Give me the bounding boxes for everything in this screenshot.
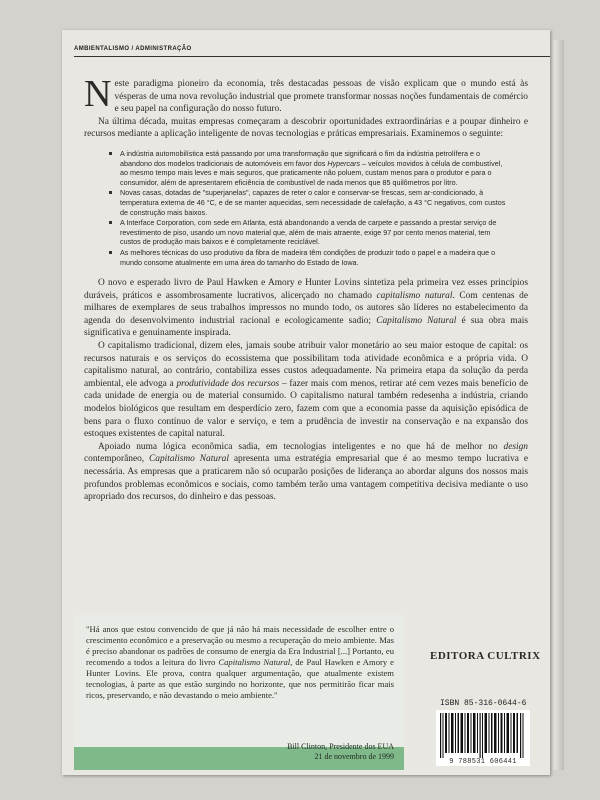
paragraph-strategy: Apoiado numa lógica econômica sadia, em tecnologias inteligentes e no que há de melhor no design contemporâneo, Capitalismo Natural apresenta uma estratégia empresarial que é ao mesmo tempo lucrativa e necessária. As empresas que a praticarem não só ocuparão posições de liderança ao abordar alguns dos nossos mais profundos problemas econômicos e sociais, como também terão uma vantagem competitiva decisiva mediante o uso apropriado dos recursos, do dinheiro e das pessoas. [84, 441, 528, 503]
barcode-bars [436, 710, 530, 758]
list-item: A Interface Corporation, com sede em Atlanta, está abandonando a venda de carpete e passando a prestar serviço de revestimento de piso, usando um novo material que, além de mais atraente, exige 97 por cento menos material, tem custos de produção mais baixos e é completamente reciclável. [120, 218, 528, 247]
quote-date: 21 de novembro de 1999 [314, 752, 394, 761]
barcode [436, 710, 530, 766]
publisher-name: EDITORA CULTRIX [430, 650, 541, 662]
list-item: Novas casas, dotadas de "superjanelas", capazes de reter o calor e conservar-se frescas, sem ar-condicionado, à temperatura externa de 46 °C, e de se manter aquecidas, sem necessidade de calefação, a 43 °C negativos, com custos de construção mais baixos. [120, 188, 528, 217]
endorsement-quote: "Há anos que estou convencido de que já não há mais necessidade de escolher entre o crescimento econômico e a preservação ou mesmo a recuperação do meio ambiente. Mas é preciso abandonar os padrões de consumo de energia da Era Industrial [...] Portanto, eu recomendo a todos a leitura do livro Capitalismo Natural, de Paul Hawken e Amory e Hunter Lovins. Ele prova, contra qualquer argumentação, que atualmente existem tecnologias, à parte as que estão surgindo no horizonte, que nos permitirão ficar mais ricos, preservando, e não devastando o meio ambiente." [74, 615, 404, 747]
paragraph-capitalism: O capitalismo tradicional, dizem eles, jamais soube atribuir valor monetário ao seu maior estoque de capital: os recursos naturais e os serviços do ecossistema que possibilitam toda atividade econômica e a própria vida. O capitalismo natural, ao contrário, contabiliza esses custos adequadamente. Na primeira etapa da solução da perda ambiental, ele advoga a produtividade dos recursos – fazer mais com menos, retirar até cem vezes mais benefício de cada unidade de energia ou de material consumido. O capitalismo natural também redesenha a indústria, criando modelos biológicos que resultam em desperdício zero, fazem com que a economia passe da aquisição episódica de bens para o fluxo contínuo de valor e serviço, e tem a prudência de investir na conservação e na expansão dos estoques existentes de capital natural. [84, 341, 528, 440]
intro-paragraph: Neste paradigma pioneiro da economia, três destacadas pessoas de visão explicam que o mundo está às vésperas de uma nova revolução industrial que promete transformar nossas noções fundamentais de comércio e seu papel na configuração do nosso futuro. [84, 73, 528, 115]
endorsement-quote-box [74, 615, 404, 770]
barcode-number: 9 788531 606441 [438, 758, 528, 766]
page-edge [550, 40, 564, 770]
list-item: A indústria automobilística está passando por uma transformação que significará o fim da indústria petrolífera e o abandono dos modelos tradicionais de automóveis em favor dos Hypercars – veículos movidos à célula de combustível, ao mesmo tempo mais leves e mais seguros, que praticamente não poluem, custam menos para o produtor e para o consumidor, além de apresentarem eficiência de combustível de nada menos que 85 quilômetros por litro. [120, 149, 528, 187]
list-item: As melhores técnicas do uso produtivo da fibra de madeira têm condições de produzir todo o papel e a madeira que o mundo consome atualmente em uma área do tamanho do Estado de Iowa. [120, 248, 528, 267]
book-back-cover [62, 30, 550, 775]
examples-list [84, 149, 528, 267]
main-text [84, 73, 528, 504]
drop-cap: N [84, 73, 112, 115]
intro-paragraph-2: Na última década, muitas empresas começaram a descobrir oportunidades extraordinárias e a poupar dinheiro e recursos mediante a aplicação inteligente de novas tecnologias e práticas empresariais. Examinemos o seguinte: [84, 116, 528, 140]
paragraph-book-intro: O novo e esperado livro de Paul Hawken e Amory e Hunter Lovins sintetiza pela primeira vez esses princípios duráveis, práticos e assombrosamente lucrativos, alicerçado no chamado capitalismo natural. Com centenas de milhares de exemplares de seus trabalhos impressos no mundo todo, os autores são líderes no estabelecimento da agenda do desenvolvimento industrial racional e ecologicamente sadio; Capitalismo Natural é sua obra mais significativa e genuinamente inspirada. [84, 278, 528, 339]
quote-signature [287, 742, 394, 762]
category-label: AMBIENTALISMO / ADMINISTRAÇÃO [74, 46, 192, 52]
header-rule [74, 56, 550, 57]
quote-author: Bill Clinton, Presidente dos EUA [287, 742, 394, 751]
isbn-text: ISBN 85-316-0644-6 [440, 699, 527, 708]
